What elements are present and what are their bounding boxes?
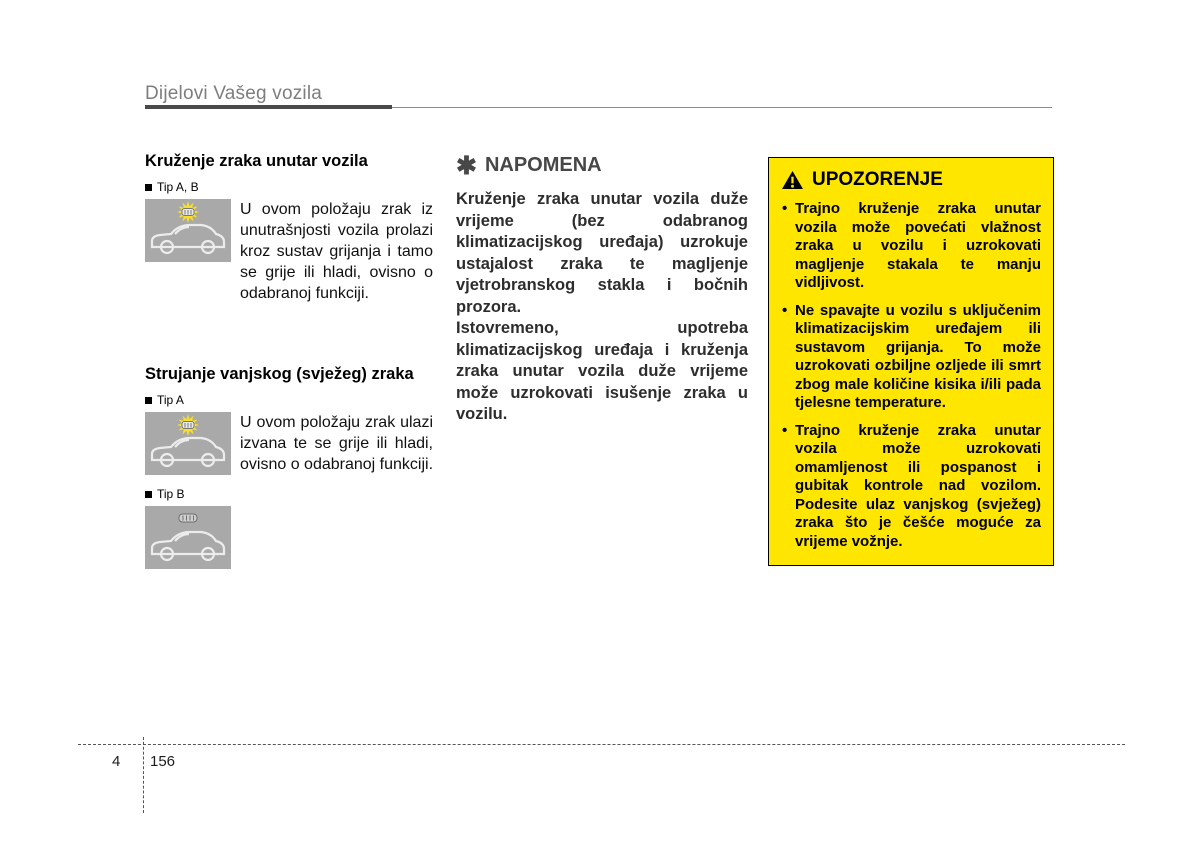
warning-box — [768, 157, 1054, 566]
tip-a-label-row — [145, 393, 433, 407]
tip-square-icon — [145, 397, 152, 404]
note-paragraph-1: Kruženje zraka unutar vozila duže vrijeme (bez odabranog klimatizacijskog uređaja) uzrokuje ustajalost zraka te magljenje vjetrobranskog stakla i bočnih prozora. — [456, 190, 748, 316]
header-rule — [145, 107, 1052, 108]
footer-page-number: 156 — [150, 753, 176, 770]
fresh-air-body-text: U ovom položaju zrak ulazi izvana te se grije ili hladi, ovisno o odabranoj funkciji. — [240, 414, 434, 473]
left-column — [145, 151, 433, 569]
recirculation-media-row — [145, 199, 433, 304]
footer-dashed-vertical-rule — [143, 737, 144, 813]
warning-list — [781, 200, 1041, 551]
note-paragraph-2: Istovremeno, upotreba klimatizacijskog uređaja i kruženja zraka unutar vozila duže vrijeme može uzrokovati isušenje zraka u vozilu. — [456, 319, 748, 423]
section-title-fresh-air: Strujanje vanjskog (svježeg) zraka — [145, 365, 414, 383]
warning-title: UPOZORENJE — [812, 169, 943, 190]
footer-section-number: 4 — [112, 753, 121, 770]
note-title: NAPOMENA — [484, 154, 602, 176]
warning-title-row — [781, 169, 1041, 191]
fresh-air-media-row — [145, 412, 433, 569]
note-title-row — [456, 151, 748, 180]
warning-item: • Trajno kruženje zraka unutar vozila može povećati vlažnost zraka u vozilu i uzrokovati magljenje stakala te manju vidljivost. — [781, 200, 1041, 293]
footer-dashed-rule — [78, 744, 1125, 745]
warning-item: • Ne spavajte u vozilu s uključenim klimatizacijskim uređajem ili sustavom grijanja. To može uzrokovati ozbiljne ozljede ili smrt zbog male količine kisika i/ili pada tjelesne temperature. — [781, 302, 1041, 413]
fresh-air-image-stack — [145, 412, 231, 569]
tip-square-icon — [145, 491, 152, 498]
warning-triangle-icon — [781, 170, 804, 190]
note-column — [456, 151, 748, 426]
tip-label-row — [145, 180, 433, 194]
fresh-air-tip-a-car-icon — [145, 412, 231, 475]
tip-a-label: Tip A — [157, 393, 184, 407]
asterisk-icon: ✱ — [456, 151, 477, 180]
warning-item: • Trajno kruženje zraka unutar vozila može uzrokovati omamljenost ili pospanost i gubitak kontrole nad vozilom. Podesite ulaz vanjskog (svježeg) zraka što je češće moguće za vrijeme vožnje. — [781, 422, 1041, 552]
tip-b-label: Tip B — [157, 487, 185, 501]
recirculation-body-text: U ovom položaju zrak iz unutrašnjosti vozila prolazi kroz sustav grijanja i tamo se grije ili hladi, ovisno o odabranoj funkciji. — [240, 201, 433, 302]
header-rule-dark-segment — [145, 105, 392, 109]
tip-label: Tip A, B — [157, 180, 199, 194]
recirculation-car-icon — [145, 199, 231, 262]
tip-b-label-row — [145, 487, 231, 501]
page-title: Dijelovi Vašeg vozila — [145, 83, 323, 104]
tip-square-icon — [145, 184, 152, 191]
fresh-air-tip-b-car-icon — [145, 506, 231, 569]
section-title-recirculation: Kruženje zraka unutar vozila — [145, 152, 368, 170]
